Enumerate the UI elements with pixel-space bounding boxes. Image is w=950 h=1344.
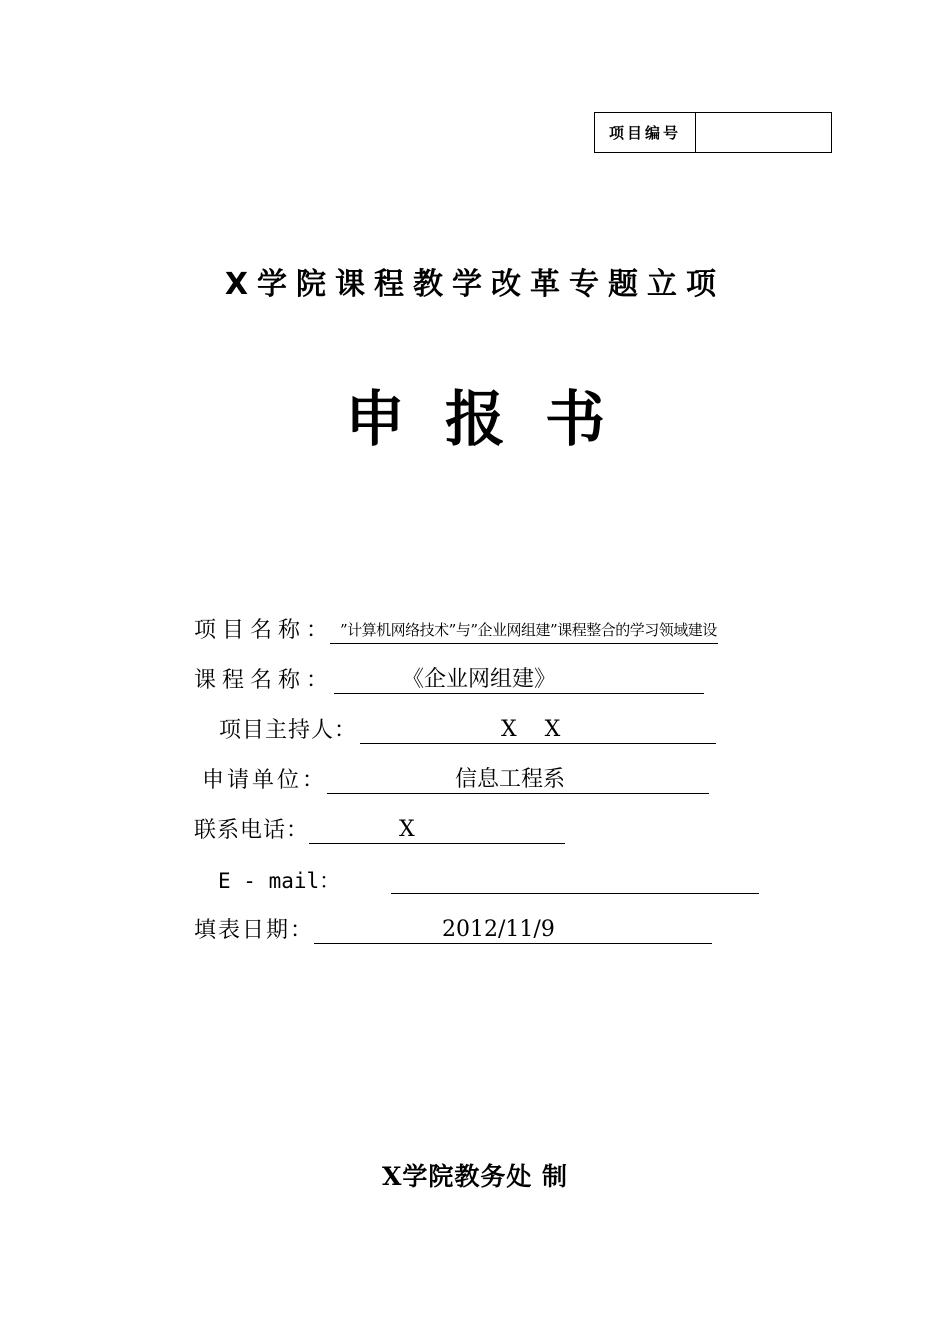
email-row xyxy=(218,862,759,896)
document-title: X学院课程教学改革专题立项 xyxy=(224,267,726,302)
contact-phone-label: 联系电话： xyxy=(194,818,310,843)
fill-date-field[interactable] xyxy=(314,916,712,944)
contact-phone-value: X xyxy=(399,817,415,842)
course-name-row xyxy=(194,662,704,696)
project-name-row xyxy=(194,612,718,646)
contact-phone-field[interactable] xyxy=(309,816,565,844)
project-name-field[interactable] xyxy=(330,616,718,644)
course-name-value: 《企业网组建》 xyxy=(402,667,557,692)
project-number-value[interactable] xyxy=(696,113,831,152)
project-number-box xyxy=(594,112,832,153)
course-name-label: 课程名称： xyxy=(194,668,335,693)
project-number-label: 项目编号 xyxy=(595,113,696,152)
fill-date-label: 填表日期： xyxy=(194,918,315,943)
applicant-unit-value: 信息工程系 xyxy=(455,767,566,792)
issuer-footer: X学院教务处 制 xyxy=(381,1162,569,1191)
email-field[interactable] xyxy=(391,866,759,894)
email-label: E - mail： xyxy=(218,869,341,893)
applicant-unit-row xyxy=(202,762,709,796)
contact-phone-row xyxy=(194,812,565,846)
project-name-value: ”计算机网络技术”与”企业网组建”课程整合的学习领域建设 xyxy=(340,621,717,639)
applicant-unit-label: 申请单位： xyxy=(202,768,328,793)
document-subtitle: 申报书 xyxy=(345,385,645,455)
applicant-unit-field[interactable] xyxy=(327,766,709,794)
fill-date-row xyxy=(194,912,712,946)
project-host-label: 项目主持人： xyxy=(219,718,358,743)
project-host-value: X X xyxy=(501,717,561,742)
course-name-field[interactable] xyxy=(334,666,704,694)
project-host-row xyxy=(219,712,716,746)
fill-date-value: 2012/11/9 xyxy=(442,917,555,942)
project-name-label: 项目名称： xyxy=(194,618,335,643)
project-host-field[interactable] xyxy=(360,716,716,744)
